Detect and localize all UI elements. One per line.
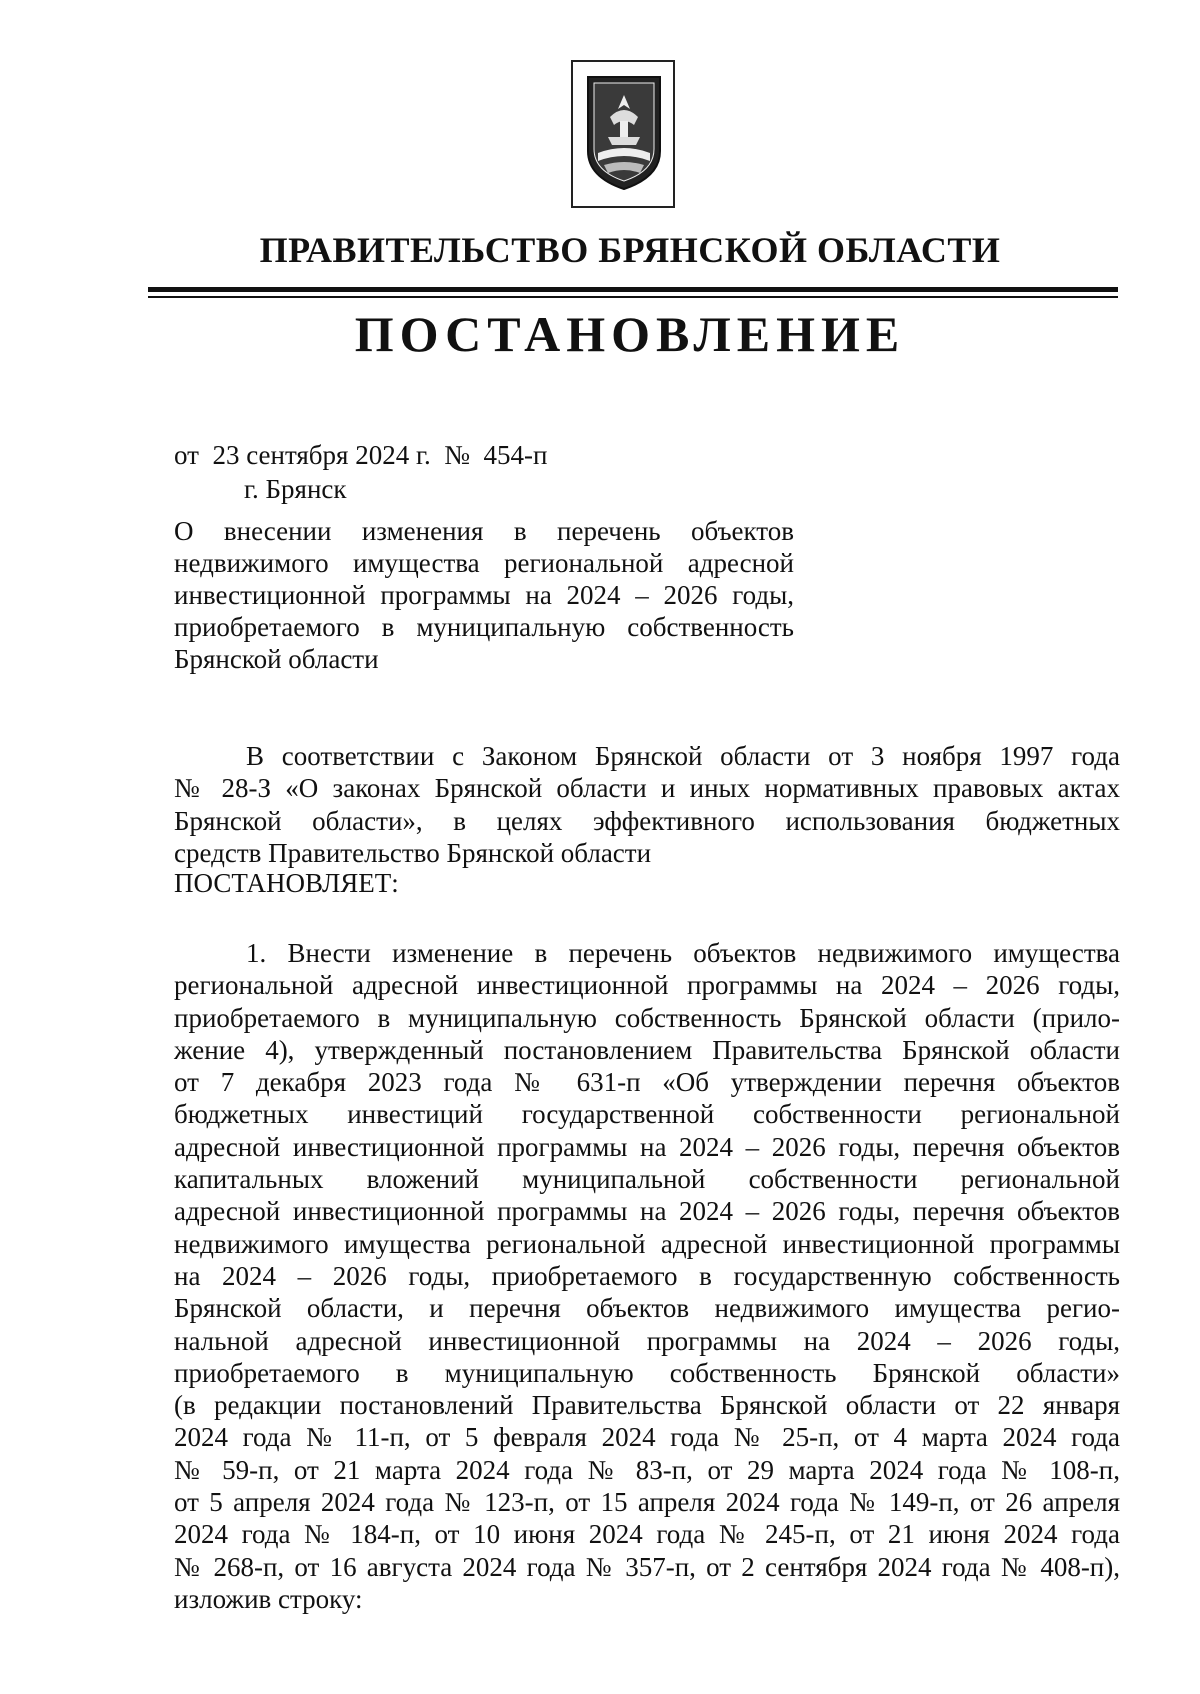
preamble-line: средств Правительство Брянской области bbox=[174, 837, 652, 868]
header-rule-thin bbox=[148, 296, 1118, 298]
resolves-heading: ПОСТАНОВЛЯЕТ: bbox=[174, 868, 399, 898]
item-line: № 268-п, от 16 августа 2024 года № 357-п, от 2 сентября 2024 года № 408-п), bbox=[174, 1551, 1120, 1582]
item-line: изложив строку: bbox=[174, 1583, 363, 1614]
preamble-line: Брянской области», в целях эффективного использования бюджетных bbox=[174, 805, 1120, 836]
subject-line: О внесении изменения в перечень объектов bbox=[174, 516, 794, 546]
subject-line: Брянской области bbox=[174, 644, 379, 674]
preamble-line: № 28-З «О законах Брянской области и иных нормативных правовых актах bbox=[174, 773, 1120, 804]
date-and-number: от 23 сентября 2024 г. № 454-п bbox=[174, 440, 548, 470]
item-line: Брянской области, и перечня объектов недвижимого имущества регио- bbox=[174, 1293, 1120, 1324]
item-line: нальной адресной инвестиционной программы на 2024 – 2026 годы, bbox=[174, 1325, 1120, 1356]
subject-line: недвижимого имущества региональной адресной bbox=[174, 548, 794, 578]
item-line: региональной адресной инвестиционной программы на 2024 – 2026 годы, bbox=[174, 970, 1120, 1001]
item-line: на 2024 – 2026 годы, приобретаемого в государственную собственность bbox=[174, 1260, 1120, 1291]
item-line: (в редакции постановлений Правительства Брянской области от 22 января bbox=[174, 1390, 1120, 1421]
item-line: недвижимого имущества региональной адресной инвестиционной программы bbox=[174, 1228, 1120, 1259]
item-line: адресной инвестиционной программы на 2024 – 2026 годы, перечня объектов bbox=[174, 1131, 1120, 1162]
subject-line: инвестиционной программы на 2024 – 2026 годы, bbox=[174, 580, 794, 610]
item-line: от 7 декабря 2023 года № 631-п «Об утверждении перечня объектов bbox=[174, 1067, 1120, 1098]
item-line: № 59-п, от 21 марта 2024 года № 83-п, от 29 марта 2024 года № 108-п, bbox=[174, 1454, 1120, 1485]
item-line: 2024 года № 11-п, от 5 февраля 2024 года № 25-п, от 4 марта 2024 года bbox=[174, 1422, 1120, 1453]
item-line: 2024 года № 184-п, от 10 июня 2024 года № 245-п, от 21 июня 2024 года bbox=[174, 1519, 1120, 1550]
subject-line: приобретаемого в муниципальную собственность bbox=[174, 612, 794, 642]
item-line: бюджетных инвестиций государственной собственности региональной bbox=[174, 1099, 1120, 1130]
item-line: жение 4), утвержденный постановлением Правительства Брянской области bbox=[174, 1034, 1120, 1065]
item-line: приобретаемого в муниципальную собственность Брянской области (прило- bbox=[174, 1002, 1120, 1033]
preamble-line: В соответствии с Законом Брянской области от 3 ноября 1997 года bbox=[246, 741, 1120, 771]
item-line: от 5 апреля 2024 года № 123-п, от 15 апреля 2024 года № 149-п, от 26 апреля bbox=[174, 1487, 1120, 1518]
item-line: капитальных вложений муниципальной собственности региональной bbox=[174, 1164, 1120, 1195]
header-rule-thick bbox=[148, 287, 1118, 292]
document-type-title: ПОСТАНОВЛЕНИЕ bbox=[354, 306, 906, 362]
government-title: ПРАВИТЕЛЬСТВО БРЯНСКОЙ ОБЛАСТИ bbox=[259, 230, 1001, 270]
item-line: адресной инвестиционной программы на 2024 – 2026 годы, перечня объектов bbox=[174, 1196, 1120, 1227]
coat-of-arms-emblem bbox=[571, 60, 675, 208]
item-line: 1. Внести изменение в перечень объектов недвижимого имущества bbox=[246, 938, 1120, 968]
bryansk-coat-of-arms-icon bbox=[584, 73, 664, 193]
city-line: г. Брянск bbox=[244, 474, 347, 504]
preamble-paragraph bbox=[174, 740, 1120, 869]
item-1-paragraph bbox=[174, 937, 1120, 1615]
document-subject bbox=[174, 515, 794, 675]
item-line: приобретаемого в муниципальную собственность Брянской области» bbox=[174, 1357, 1120, 1388]
